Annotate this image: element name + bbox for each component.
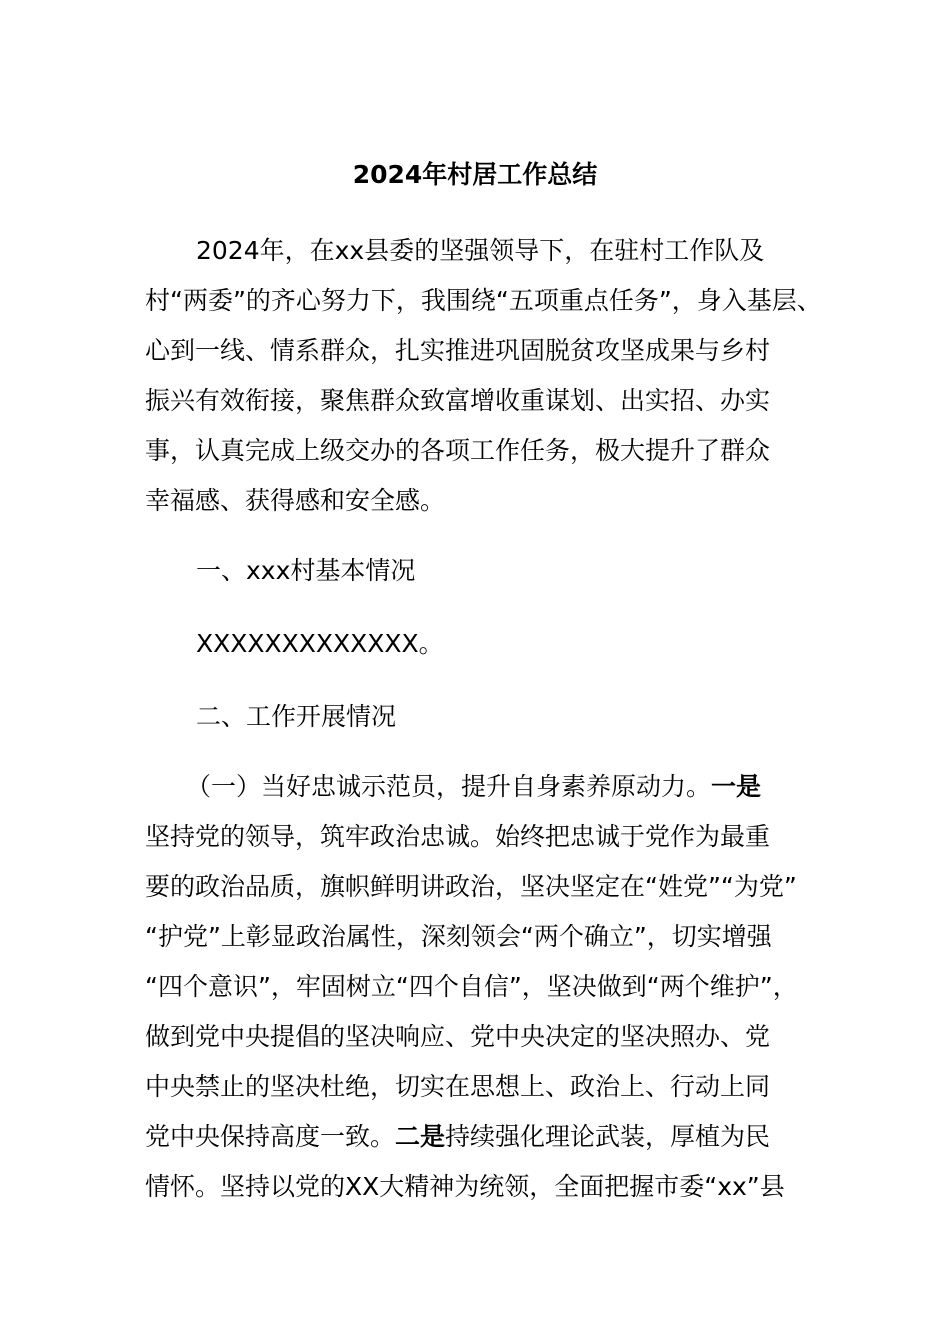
- section2-heading: 二、工作开展情况: [196, 702, 397, 731]
- sub1-line-8-after: 持续强化理论武装，厚植为民: [445, 1122, 771, 1151]
- sub1-line-3: 要的政治品质，旗帜鲜明讲政治，坚决坚定在“姓党”“为党”: [145, 872, 797, 901]
- sub1-line-2: 坚持党的领导，筑牢政治忠诚。始终把忠诚于党作为最重: [145, 822, 771, 851]
- sub1-line-5: “四个意识”，牢固树立“四个自信”，坚决做到“两个维护”，: [145, 972, 798, 1001]
- intro-line-6: 幸福感、获得感和安全感。: [145, 486, 446, 515]
- intro-line-5: 事，认真完成上级交办的各项工作任务，极大提升了群众: [145, 436, 771, 465]
- sub1-line-9: 情怀。坚持以党的XX大精神为统领，全面把握市委“xx”县: [145, 1172, 785, 1201]
- sub1-line-8-before: 党中央保持高度一致。: [145, 1122, 396, 1151]
- section1-heading: 一、xxx村基本情况: [196, 556, 416, 585]
- sub1-line-1: [186, 769, 761, 805]
- sub1-line-8: [145, 1119, 770, 1155]
- sub1-line-4: “护党”上彰显政治属性，深刻领会“两个确立”，切实增强: [145, 922, 772, 951]
- sub1-line-6: 做到党中央提倡的坚决响应、党中央决定的坚决照办、党: [145, 1022, 771, 1051]
- intro-line-4: 振兴有效衔接，聚焦群众致富增收重谋划、出实招、办实: [145, 386, 771, 415]
- sub1-line-1-text: （一）当好忠诚示范员，提升自身素养原动力。: [186, 772, 712, 801]
- sub1-line-7: 中央禁止的坚决杜绝，切实在思想上、政治上、行动上同: [145, 1072, 771, 1101]
- intro-line-1: 2024年，在xx县委的坚强领导下，在驻村工作队及: [196, 236, 765, 265]
- intro-line-2: 村“两委”的齐心努力下，我围绕“五项重点任务”，身入基层、: [145, 286, 822, 315]
- sub1-line-8-bold: 二是: [395, 1122, 446, 1151]
- sub1-line-1-bold: 一是: [711, 772, 762, 801]
- intro-line-3: 心到一线、情系群众，扎实推进巩固脱贫攻坚成果与乡村: [145, 336, 771, 365]
- section1-body: XXXXXXXXXXXXX。: [196, 629, 444, 658]
- document-title: 2024年村居工作总结: [352, 160, 598, 189]
